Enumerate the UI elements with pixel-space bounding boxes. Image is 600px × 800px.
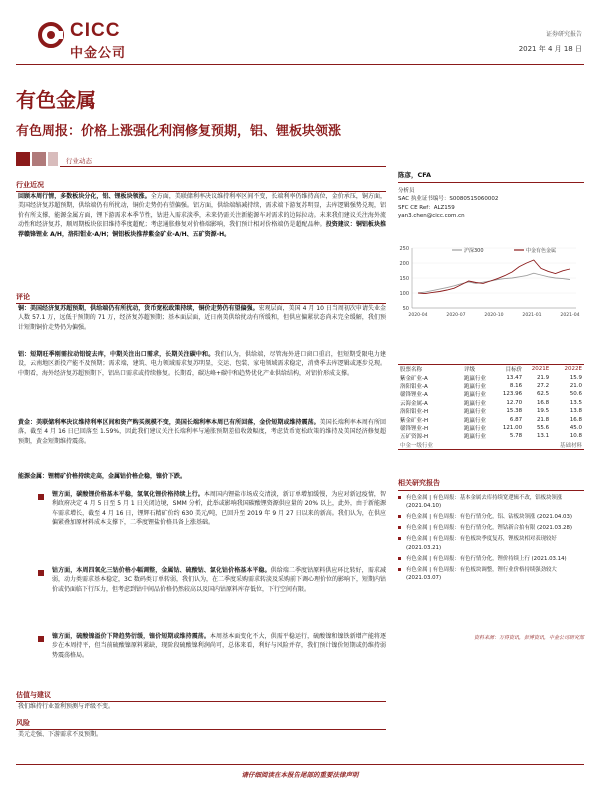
footer-notice: 请仔细阅读在本报告尾部的重要法律声明 — [241, 771, 359, 779]
nickel-text: 本周基本面变化不大，供需平稳运行，硫酸镍和镍铁新增产能将逐步在本周持平，但当前硫酸镍原料紧缺，现阶段硫酸镍利润尚可，总体来看，利好与风险并存，我们预计镍价短期或仍维持弱势震荡格局。 — [52, 633, 386, 659]
gold-lead: 黄金：美联储利率决议维持利率区间和资产购买规模不变，美国长端利率本周已有所回落，金价短期或维持震荡。 — [18, 419, 320, 426]
section-estimates-title: 估值与建议 — [16, 690, 386, 702]
lithium-text: 本周国内锂盐市场成交清淡，新订单增加缓慢，为应对新冠疫情，智利政府决定 4 月 5 日至 5 月 1 日关闭边境，SMM 分析，此举或影响我国碳酸锂资源供应量的 20% 以上，此外，由于新能源车需求增长，截至 4 月 16 日，锂辉石精矿价约 630 美元/吨，已回升至 2019 年 9 月 27 日以来的新高。我们认为，在供应偏紧叠加原材料成本支撑下，二季度锂盐价格具备上涨基础。 — [52, 491, 386, 527]
related-rule — [398, 490, 584, 491]
table-row: 洛阳钼业-H 跑赢行业 15.38 19.5 13.8 — [400, 408, 582, 416]
nickel-lead: 镍方面，硫酸镍溢价下降趋势衍缓，镍价短期或维持震荡。 — [52, 633, 210, 640]
comment-aluminum — [18, 350, 386, 378]
related-item[interactable]: 有色金属 | 有色周报：有色板块季度复苏，锂板块相对表现较好 (2021.03.21) — [398, 535, 584, 551]
table-header: 评级 — [464, 367, 476, 374]
table-row: 五矿资源-H 跑赢行业 5.78 13.1 10.8 — [400, 433, 582, 441]
related-title: 相关研究报告 — [398, 479, 440, 487]
header-rule — [16, 64, 584, 65]
tag-bar — [16, 152, 60, 166]
bullet-lithium — [52, 490, 386, 528]
valuation-header-row — [398, 365, 584, 373]
valuation-table-wrap — [398, 364, 584, 450]
logo-en: CICC — [70, 20, 121, 41]
analyst-role: 分析员 — [398, 188, 415, 194]
y-tick-label: 100 — [399, 290, 409, 297]
aluminum-lead: 铝：短期旺季刚需拉动铝锭去库，中期关注出口需求，长期关注碳中和。 — [18, 351, 215, 358]
table-header: 2022E — [564, 366, 582, 373]
bullet-nickel — [52, 632, 386, 660]
risk-text: 美元走强、下游需求不及预期。 — [18, 731, 103, 738]
analyst-name: 陈彦，CFA — [398, 171, 431, 179]
logo — [62, 20, 172, 64]
table-row: 赣锋锂业-A 跑赢行业 123.96 62.5 50.6 — [400, 391, 582, 399]
recent-lead: 回顾本周行情，多数板块分化，铝、锂板块领涨。 — [18, 193, 151, 200]
legend-label: 沪深300 — [464, 248, 484, 254]
bullet-cobalt — [52, 566, 386, 594]
related-list — [398, 494, 584, 585]
doc-type: 证券研究报告 — [545, 31, 582, 38]
x-tick-label: 2020-04 — [408, 313, 428, 318]
y-tick-label: 50 — [402, 305, 409, 312]
table-row: 紫金矿业-A 跑赢行业 13.47 21.9 15.9 — [400, 374, 582, 382]
aluminum-text: 我们认为，供给端，尽管海外进口窗口重启，但短期受限电力建设，云南地区新投产能不及预期；需求端，建筑、电力领域需求复苏明显，交运、包装、家电领域需求稳定，消费季去库逻辑或逐步兑现。中期看，海外经济复苏超预期下，铝出口需求或持续修复。长期看，碳达峰+碳中和趋势优化产业供给结构，对铝价形成支撑。 — [18, 351, 386, 377]
related-item[interactable]: 有色金属 | 有色周报：有色行情分化，锂钴新合拍有限 (2021.03.28) — [398, 524, 584, 532]
related-source: 资料来源：万得资讯，彭博资讯，中金公司研究部 — [473, 635, 584, 641]
table-row: 云海金属-A 跑赢行业 12.70 16.8 13.5 — [400, 399, 582, 407]
logo-cn: 中金公司 — [70, 46, 127, 61]
analyst-email[interactable]: yan3.chen@cicc.com.cn — [398, 212, 465, 219]
cicc-logo-icon — [38, 22, 64, 48]
sector-title: 有色金属 — [16, 88, 96, 112]
section-risk-title: 风险 — [16, 718, 386, 730]
tag-label: 行业动态 — [66, 157, 92, 165]
y-tick-label: 250 — [399, 245, 409, 252]
x-tick-label: 2020-07 — [446, 313, 466, 318]
bullet-marker — [38, 636, 44, 642]
estimates-text: 我们维持行业盈利预测与评级不变。 — [18, 703, 115, 710]
valuation-table — [398, 365, 584, 449]
table-row: 洛阳钼业-A 跑赢行业 8.16 27.2 21.0 — [400, 382, 582, 390]
copper-text: 宏观层面，美国 4 月 10 日当周初次申请失业金人数 57.1 万，远低于预期的 71 万，经济复苏超预期；基本面层面，近日南美供给扰动有所缓和，但供应偏紧状态尚未完全缓解，我们预计短期铜价走势仍为偏强。 — [18, 305, 386, 331]
analyst-sfc: SFC CE Ref：ALZ159 — [398, 204, 455, 211]
recent-tail: 投资建议：铜铝板块推荐赣锋锂业 A/H，洛阳钼业-A/H；铜铝板块推荐紫金矿业-A/H、五矿资源-H。 — [18, 221, 386, 238]
lithium-lead: 锂方面，碳酸锂价格基本平稳，氢氧化锂价格持续上行。 — [52, 491, 204, 498]
table-row: 赣锋锂业-H 跑赢行业 121.00 55.6 45.0 — [400, 424, 582, 432]
x-tick-label: 2021-01 — [522, 313, 542, 318]
report-date: 2021 年 4 月 18 日 — [518, 45, 582, 53]
copper-lead: 铜：美国经济复苏超预期，供给端仍有所扰动，货币宽松政策持续，铜价走势仍有望偏强。 — [18, 305, 259, 312]
table-header: 股票名称 — [400, 367, 423, 374]
performance-chart — [390, 240, 584, 322]
tag-rule — [60, 166, 386, 167]
related-item[interactable]: 有色金属 | 有色周报：有色板块调整，锂行业价格持续强劲较大 (2021.03.07) — [398, 566, 584, 582]
energy-lead: 能源金属：锂精矿价格持续走高，金属钴价格企稳，镍价下跌。 — [18, 473, 187, 480]
recent-text: 全方面，美联储利率决议维持利率区间不变，长端利率仍维持高位，金价承压，铜方面，美国经济复苏超预期，供给端仍有所扰动，铜价走势仍有望偏强。铝方面，供给端缩减持续，需求端下游复苏明显，去库逻辑强势兑现，铝价有所支撑，能源金属方面，锂下游需求本季节性，钴进入需求淡季，未来仍需关注新能源车对需求的边际拉动。未来我们建议关注海外流动性和经济复苏，顺周期板块依旧维持季度超配；考虑通胀修复对价格端影响，我们预计相对价格端仍是超配品种。 — [18, 193, 386, 229]
headline: 有色周报：价格上涨强化利润修复预期，铝、锂板块领涨 — [16, 124, 342, 139]
section-comment-title: 评论 — [16, 292, 386, 304]
analyst-rule — [398, 182, 584, 183]
valuation-bottom-rule — [398, 449, 584, 450]
analyst-block — [398, 170, 584, 220]
x-tick-label: 2020-10 — [484, 313, 504, 318]
bullet-marker — [38, 494, 44, 500]
cobalt-lead: 钴方面，本周四氧化三钴价格小幅调整，金属钴、硫酸钴、氯化钴价格基本平稳。 — [52, 567, 271, 574]
y-tick-label: 150 — [399, 275, 409, 282]
related-item[interactable]: 有色金属 | 有色周报：基本金属去库持续宽逻辑不改，铝板块领涨 (2021.04.10) — [398, 494, 584, 510]
series-line-0 — [418, 273, 570, 293]
y-tick-label: 200 — [399, 260, 409, 267]
table-header: 2021E — [531, 366, 550, 373]
comment-copper — [18, 304, 386, 332]
section-recent-title: 行业近况 — [16, 180, 386, 192]
cobalt-text: 供给端二季度钴原料供应环比转好，需求减弱，动力类需求基本稳定，3C 数码类订单转弱，我们认为，在二季度采购需求转淡及采购前下调心理价位的影响下，短期内钴价或仍面临下行压力，但考虑到钴中间品价格仍然较高以及国内钴原料库存低位，下行空间有限。 — [52, 567, 386, 593]
gold-text: 美国长端利率本周有所回落，截至 4 月 16 日已回落至 1.59%，因此我们建议关注长端利率与通胀预期差值收敛幅度，考虑货币宽松政策的维持及美国经济修复超预期，黄金短期维持震荡。 — [18, 419, 386, 445]
bullet-marker — [38, 570, 44, 576]
table-header: 目标价 — [505, 367, 523, 374]
comment-gold — [18, 418, 386, 446]
analyst-license: SAC 执业证书编号：S0080515060002 — [398, 196, 499, 203]
footer-rule — [16, 764, 584, 765]
table-row: 紫金矿业-H 跑赢行业 6.87 21.8 16.8 — [400, 416, 582, 424]
section-recent-body — [18, 192, 386, 239]
related-item[interactable]: 有色金属 | 有色周报：有色行情分化，铝、钴板块领涨 (2021.04.03) — [398, 513, 584, 521]
x-tick-label: 2021-04 — [560, 313, 580, 318]
related-item[interactable]: 有色金属 | 有色周报：有色行情分化，锂价持续上行 (2021.03.14) — [398, 555, 584, 563]
table-note-row: 中金一级行业 基础材料 — [400, 442, 582, 449]
legend-label: 中金有色金属 — [526, 248, 557, 254]
comment-energy-metals — [18, 472, 386, 481]
